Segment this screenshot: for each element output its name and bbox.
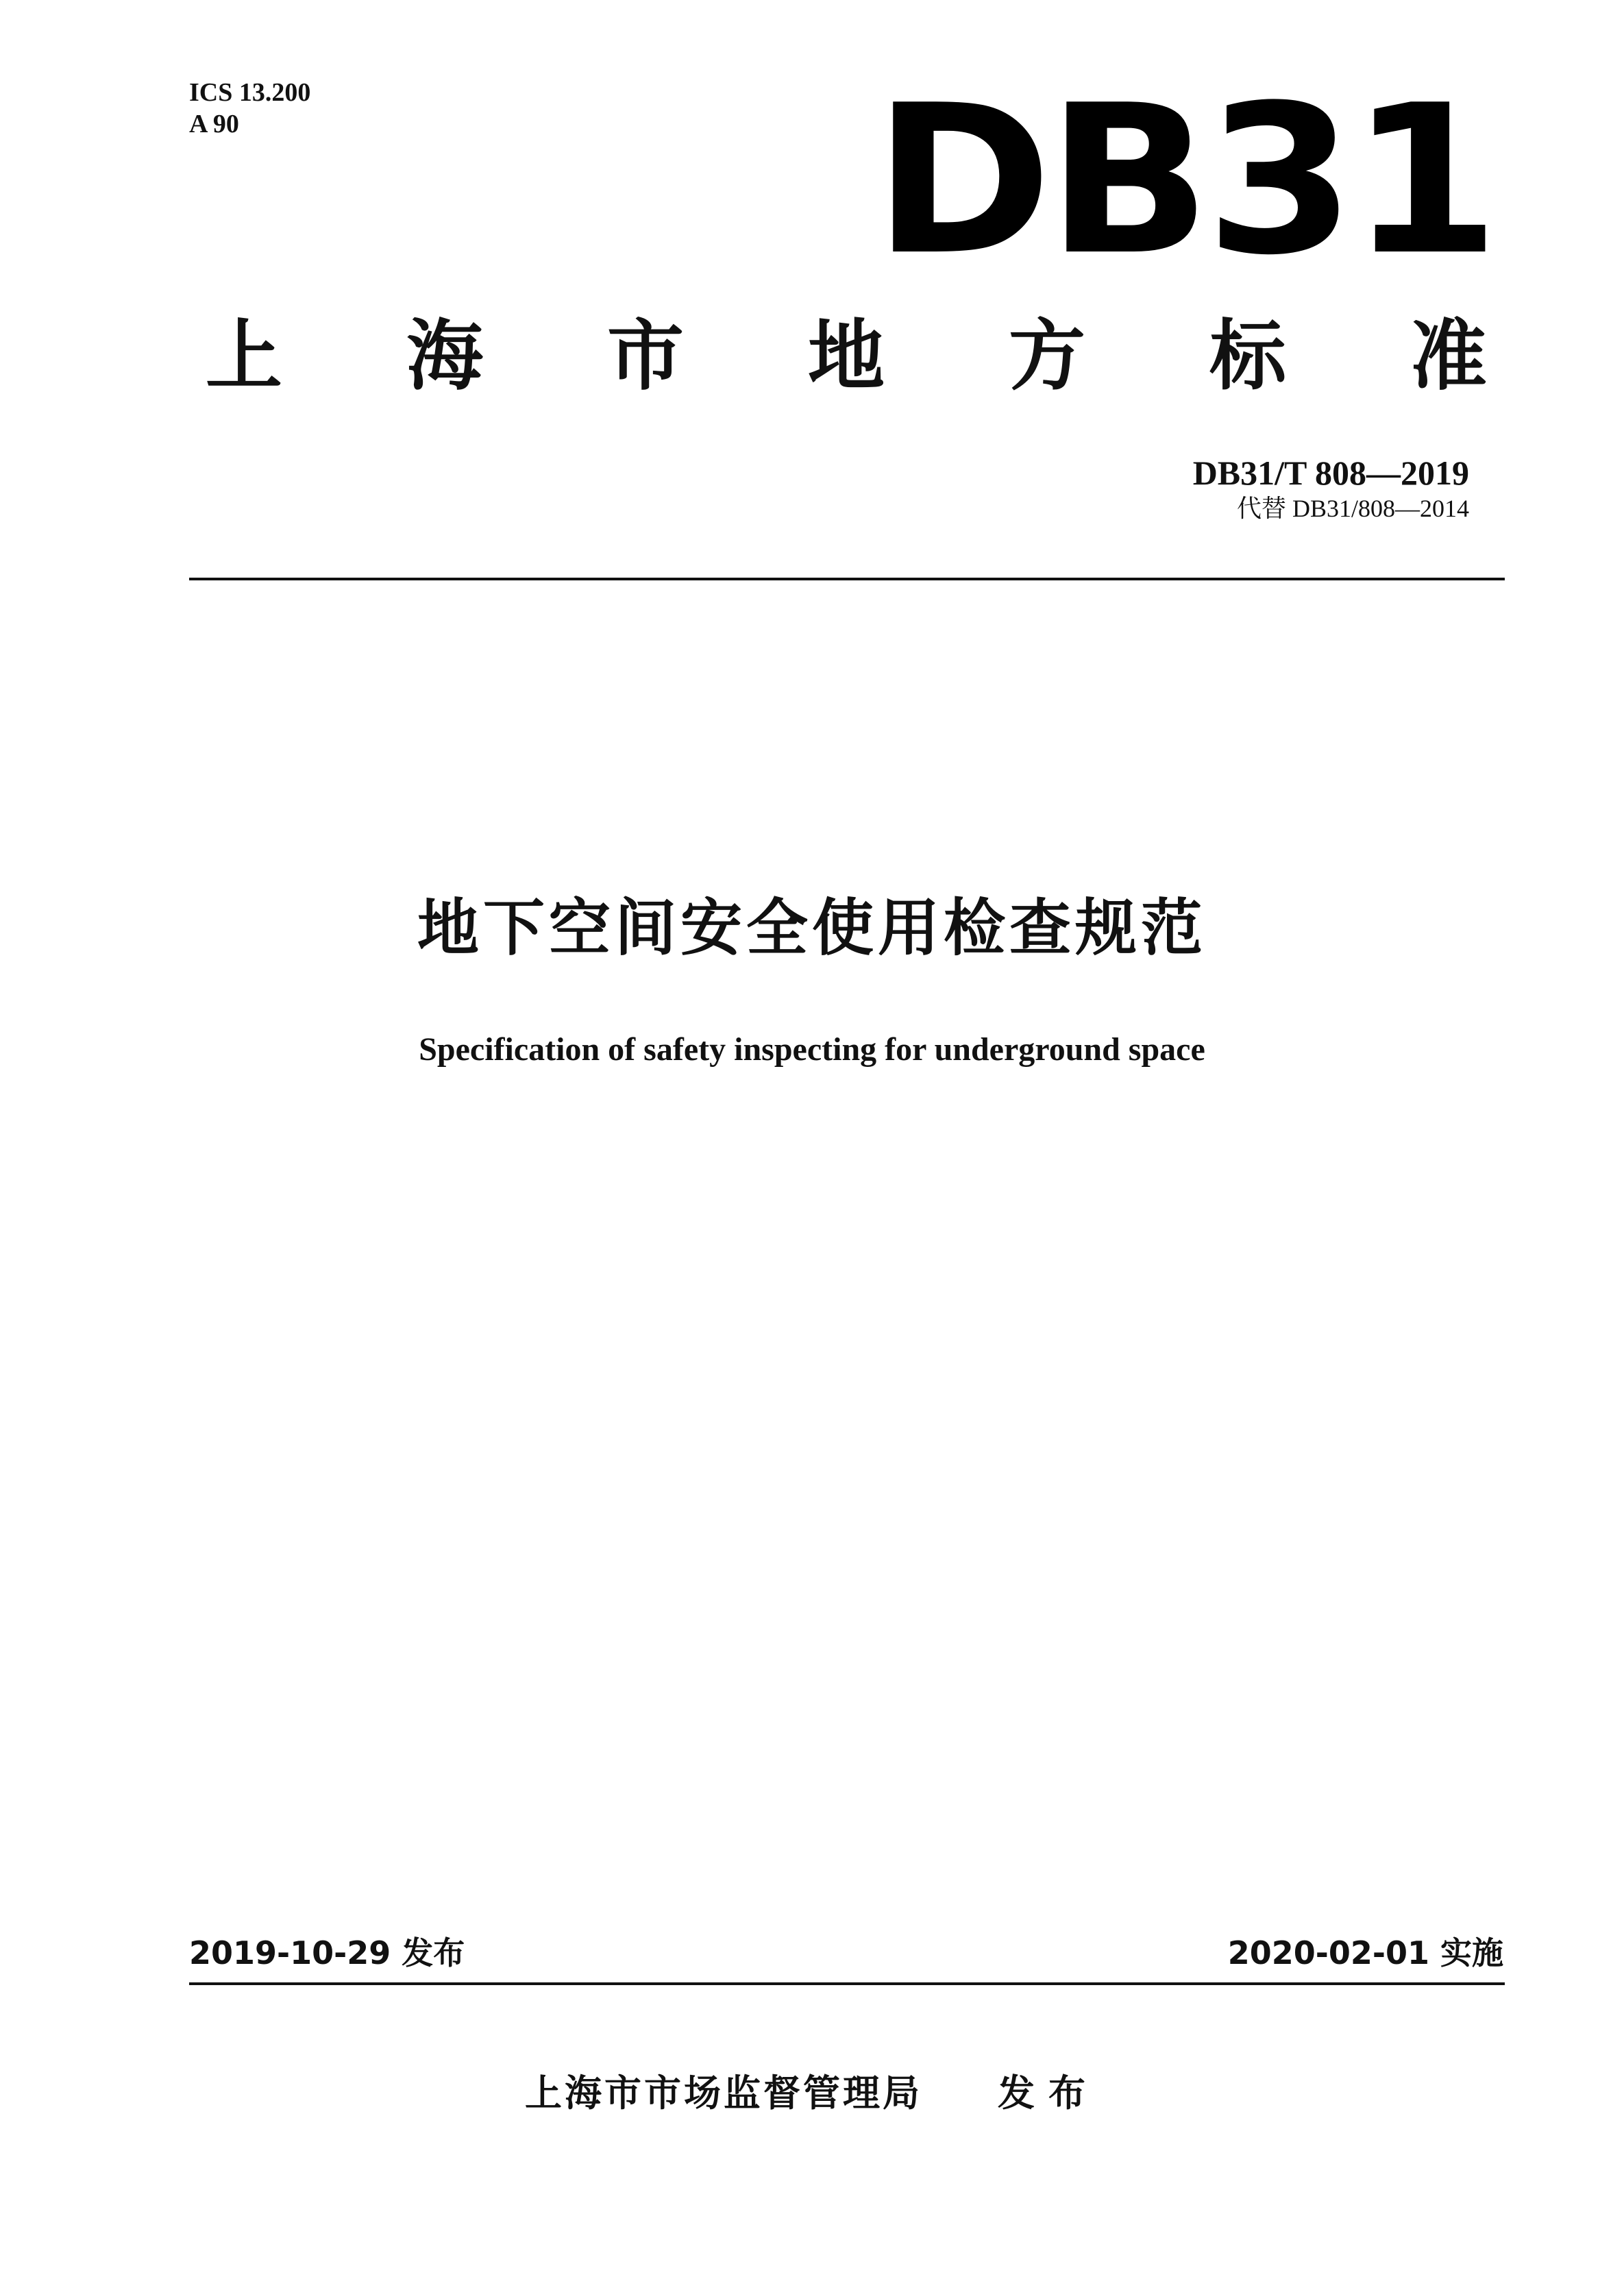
standard-type-char: 准: [1410, 312, 1487, 401]
db31-logo: DB31: [873, 61, 1494, 300]
publisher-line: [0, 2063, 1624, 2124]
top-divider: [189, 578, 1505, 580]
issue-date: 2019-10-29 发布: [189, 1934, 465, 1971]
implementation-date: 2020-02-01 实施: [1227, 1934, 1503, 1971]
bottom-divider: [189, 1982, 1505, 1985]
ics-block: [189, 77, 310, 140]
standard-type-char: 海: [406, 312, 483, 401]
replaces-standard: 代替 DB31/808—2014: [1236, 495, 1469, 522]
standard-type-char: 标: [1209, 312, 1286, 401]
publisher-organization: 上海市市场监督管理局: [525, 2071, 922, 2115]
standard-type-char: 市: [607, 312, 684, 401]
standard-type-char: 地: [808, 312, 885, 401]
ics-code: ICS 13.200: [189, 78, 311, 107]
standard-type-title: [206, 312, 1487, 401]
document-title-english: Specification of safety inspecting for underground space: [419, 1031, 1205, 1068]
standard-type-char: 上: [206, 312, 282, 401]
standard-number: DB31/T 808—2019: [1192, 454, 1469, 492]
standard-type-char: 方: [1009, 312, 1085, 401]
classification-code: A 90: [189, 110, 239, 138]
document-title-chinese: 地下空间安全使用检查规范: [417, 892, 1207, 964]
publisher-action: 发布: [998, 2071, 1099, 2115]
